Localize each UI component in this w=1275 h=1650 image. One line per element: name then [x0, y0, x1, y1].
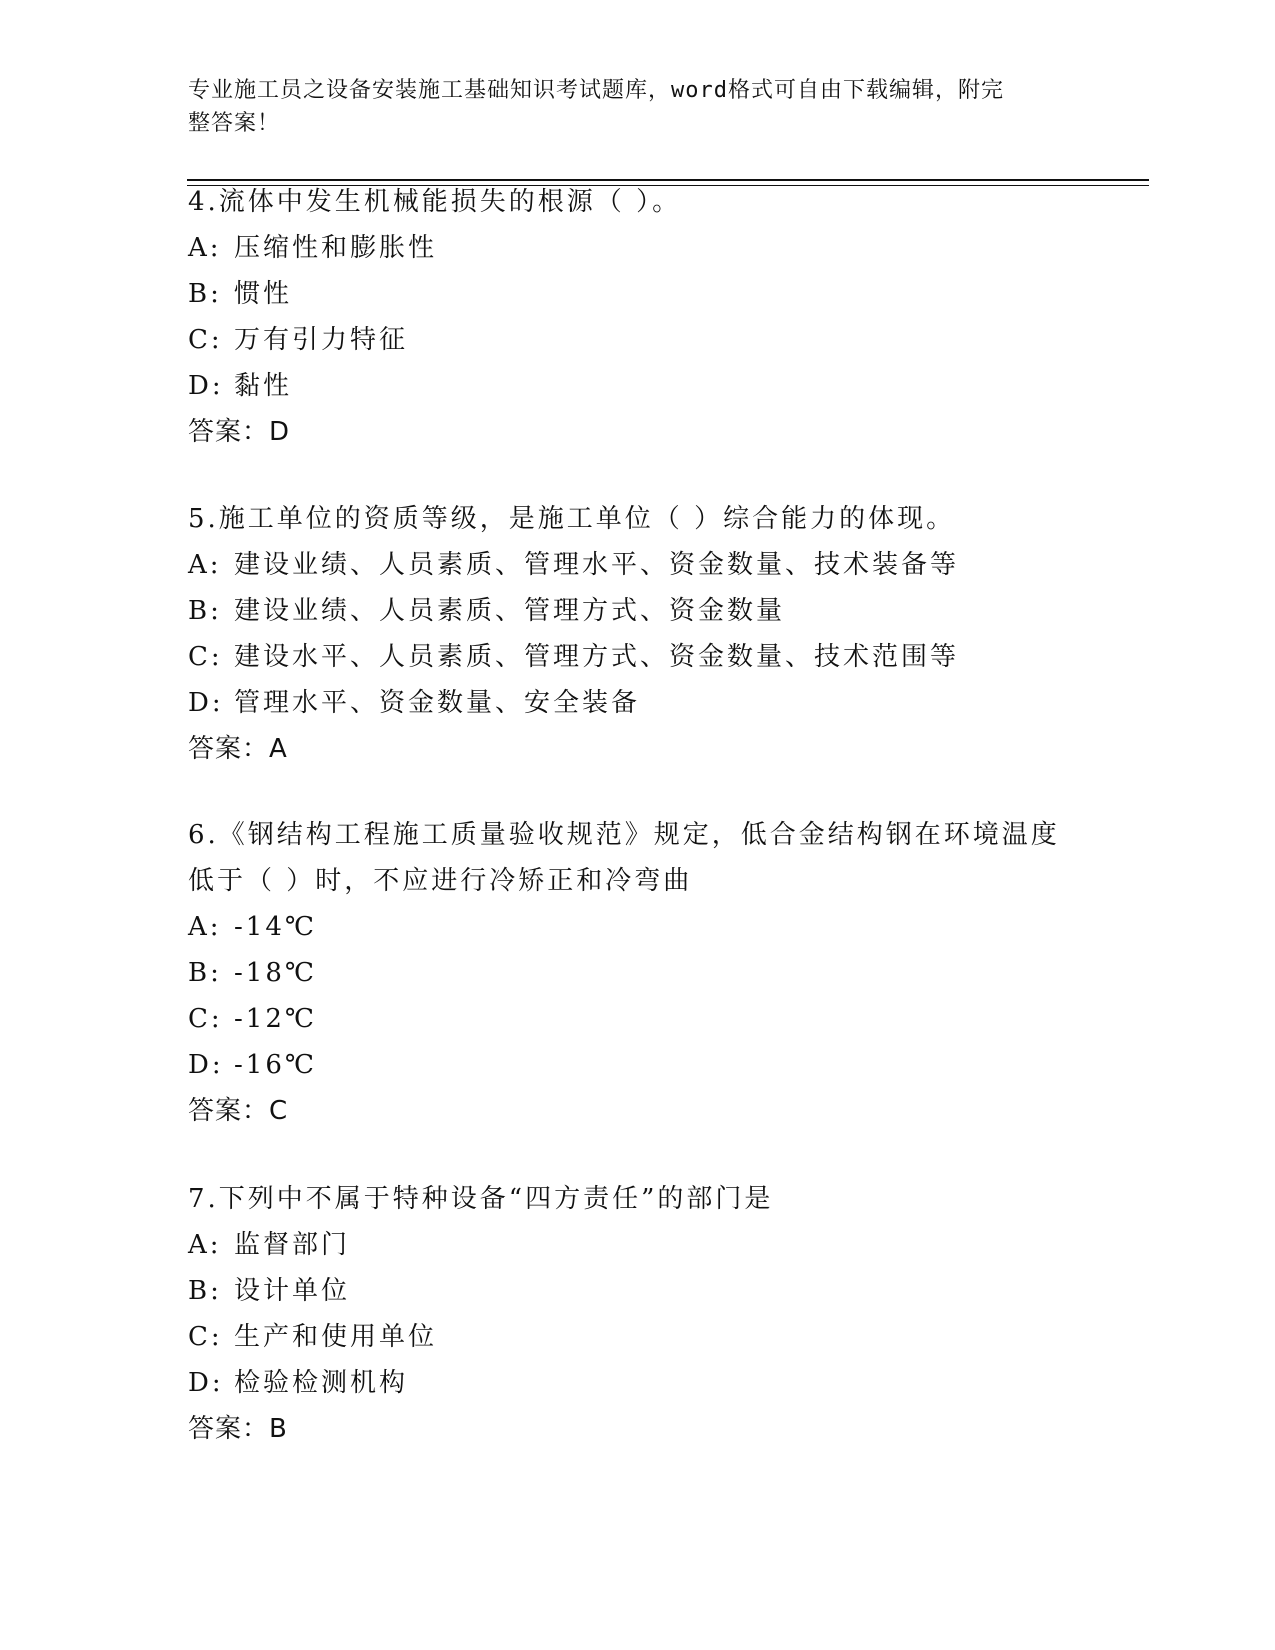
- option-key: B:: [188, 958, 222, 988]
- option-c: [188, 634, 1088, 680]
- option-a: [188, 542, 1088, 588]
- option-key: C:: [188, 1322, 223, 1352]
- question-stem-line: 4.流体中发生机械能损失的根源（ ）。: [188, 187, 682, 217]
- option-text: 压缩性和膨胀性: [234, 233, 438, 263]
- option-text: 建设业绩、人员素质、管理方式、资金数量: [234, 596, 786, 626]
- option-key: D:: [188, 1050, 224, 1080]
- option-c: [188, 1314, 1088, 1360]
- question-stem-line: 5.施工单位的资质等级，是施工单位（ ）综合能力的体现。: [188, 504, 956, 534]
- option-key: C:: [188, 642, 223, 672]
- option-key: B:: [188, 596, 222, 626]
- option-text: 监督部门: [234, 1230, 351, 1260]
- question-stem-line: 7.下列中不属于特种设备“四方责任”的部门是: [188, 1184, 774, 1214]
- header-line-2: 整答案！: [188, 111, 281, 136]
- question-6: [188, 812, 1088, 1134]
- option-b: [188, 271, 1088, 317]
- option-text: 管理水平、资金数量、安全装备: [234, 688, 641, 718]
- option-a: [188, 904, 1088, 950]
- document-header: [188, 74, 1068, 140]
- option-key: C:: [188, 325, 223, 355]
- option-key: D:: [188, 688, 224, 718]
- question-stem: [188, 812, 1088, 904]
- option-text: 建设业绩、人员素质、管理水平、资金数量、技术装备等: [234, 550, 960, 580]
- option-d: [188, 680, 1088, 726]
- option-key: B:: [188, 1276, 222, 1306]
- answer-line: 答案：D: [188, 417, 291, 447]
- option-text: 检验检测机构: [234, 1368, 409, 1398]
- option-text: 建设水平、人员素质、管理方式、资金数量、技术范围等: [234, 642, 960, 672]
- option-key: A:: [188, 233, 222, 263]
- option-text: -16℃: [234, 1050, 317, 1080]
- question-stem: [188, 179, 1088, 225]
- option-text: -18℃: [234, 958, 317, 988]
- answer-line: 答案：A: [188, 734, 288, 764]
- option-text: 黏性: [234, 371, 293, 401]
- answer-line: 答案：B: [188, 1414, 288, 1444]
- option-a: [188, 225, 1088, 271]
- header-line-1: 专业施工员之设备安装施工基础知识考试题库，word格式可自由下载编辑，附完: [188, 78, 1004, 103]
- question-stem-line: 低于（ ）时，不应进行冷矫正和冷弯曲: [188, 866, 693, 896]
- option-b: [188, 1268, 1088, 1314]
- option-key: C:: [188, 1004, 223, 1034]
- option-b: [188, 588, 1088, 634]
- option-key: D:: [188, 371, 224, 401]
- option-d: [188, 1042, 1088, 1088]
- option-text: -12℃: [234, 1004, 317, 1034]
- option-text: 生产和使用单位: [234, 1322, 438, 1352]
- option-b: [188, 950, 1088, 996]
- option-text: 惯性: [234, 279, 293, 309]
- option-c: [188, 996, 1088, 1042]
- question-stem-line: 6.《钢结构工程施工质量验收规范》规定，低合金结构钢在环境温度: [188, 820, 1060, 850]
- option-key: A:: [188, 550, 222, 580]
- question-stem: [188, 1176, 1088, 1222]
- answer-line: 答案：C: [188, 1096, 289, 1126]
- option-d: [188, 363, 1088, 409]
- option-key: B:: [188, 279, 222, 309]
- question-5: [188, 496, 1088, 772]
- option-key: A:: [188, 912, 222, 942]
- option-key: A:: [188, 1230, 222, 1260]
- option-c: [188, 317, 1088, 363]
- question-stem: [188, 496, 1088, 542]
- option-a: [188, 1222, 1088, 1268]
- question-4: [188, 179, 1088, 455]
- option-text: 设计单位: [234, 1276, 351, 1306]
- option-key: D:: [188, 1368, 224, 1398]
- option-text: -14℃: [234, 912, 317, 942]
- option-d: [188, 1360, 1088, 1406]
- option-text: 万有引力特征: [234, 325, 409, 355]
- question-7: [188, 1176, 1088, 1452]
